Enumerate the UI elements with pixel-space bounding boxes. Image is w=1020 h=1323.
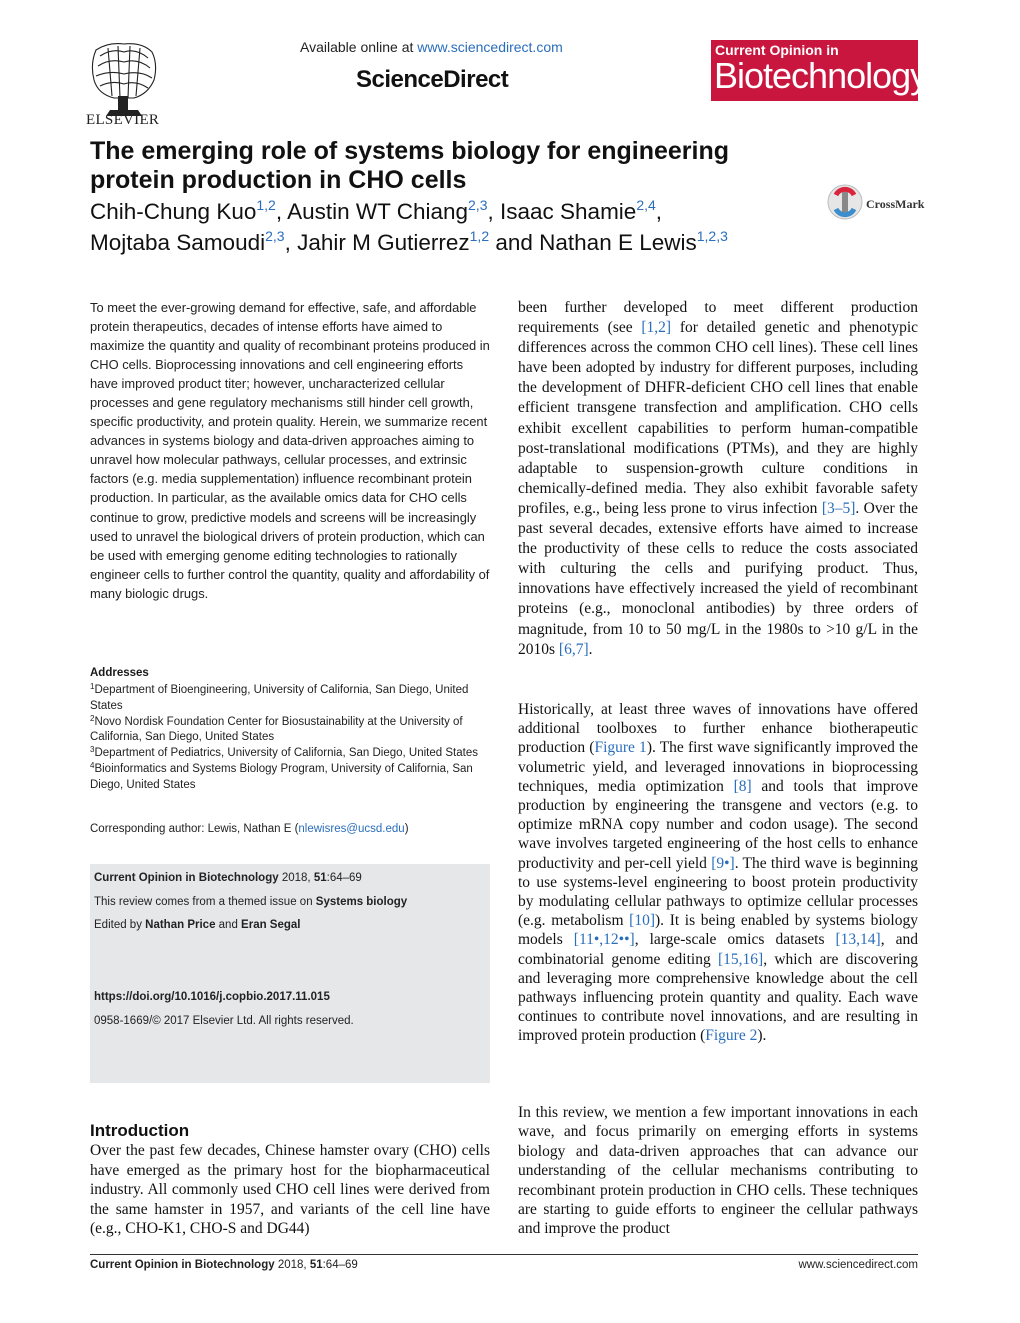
citation-year: 2018, [281, 872, 311, 884]
journal-logo-line2: Biotechnology [714, 55, 928, 96]
body-paragraph-3: In this review, we mention a few important innovations in each wave, and focus primarily on emerging efforts in systems biology and data-driven approaches that can advance our understanding of the cellular mechanisms contributing to recombinant protein production in CHO cells. These techniques are starting to guide efforts to engineer the cellular pathways and improve the product [518, 1104, 918, 1238]
author-name: Austin WT Chiang [287, 199, 469, 224]
address-item [90, 746, 492, 762]
reference-link[interactable]: [3–5] [821, 499, 856, 517]
text-run: . Over the past several decades, extensive efforts have aimed to increase the productivity of these cells to reduce the costs associated with culturing the cells and purifying product. Thus, innovations have effectively increased the yield of recombinant proteins (e.g., monoclonal antibodies) by three orders of magnitude, from 10 to 50 mg/L in the 1980s to >10 g/L in the 2010s [518, 499, 919, 658]
theme-line [94, 896, 407, 908]
author-list [90, 196, 820, 258]
reference-link[interactable]: [15,16] [718, 950, 764, 968]
author-affiliation[interactable]: 1,2 [469, 228, 490, 244]
author-name: Jahir M Gutierrez [297, 230, 470, 255]
author-affiliation[interactable]: 2,4 [636, 197, 656, 213]
address-item [90, 683, 492, 715]
figure-link[interactable]: Figure 2 [705, 1027, 758, 1045]
address-number: 1 [90, 682, 95, 691]
copyright-line: 0958-1669/© 2017 Elsevier Ltd. All rights reserved. [94, 1015, 354, 1027]
platform-logo-text: ScienceDirect [356, 66, 509, 93]
address-text: Novo Nordisk Foundation Center for Biosustainability at the University of California, San Diego, United States [90, 715, 463, 744]
article-title: The emerging role of systems biology for engineering protein production in CHO cells [90, 137, 730, 194]
author-separator: , [655, 199, 663, 224]
available-prefix: Available online at [300, 39, 418, 55]
author-affiliation[interactable]: 2,3 [265, 228, 285, 244]
reference-link[interactable]: [9•] [711, 854, 735, 872]
address-text: Bioinformatics and Systems Biology Program, University of California, San Diego, United States [90, 762, 473, 791]
available-online-line [300, 39, 563, 55]
article-info-box [90, 864, 490, 1083]
citation-line [94, 872, 362, 884]
publisher-wordmark: ELSEVIER [86, 112, 160, 128]
introduction-heading: Introduction [90, 1121, 190, 1140]
address-number: 4 [90, 760, 95, 770]
address-number: 2 [90, 713, 95, 723]
text-run: , which are discovering and leveraging more comprehensive knowledge about the cell pathways influencing protein quantity and quality. Each wave continues to contribute novel innovations, and are resulting in improved protein production ( [518, 950, 918, 1045]
journal-logo-line1: Current Opinion in [715, 42, 839, 58]
footer-journal: Current Opinion in Biotechnology [90, 1259, 275, 1271]
editor-2: Eran Segal [241, 919, 301, 931]
address-item [90, 762, 492, 794]
author-name: Mojtaba Samoudi [90, 230, 266, 255]
doi-link[interactable]: https://doi.org/10.1016/j.copbio.2017.11.015 [94, 991, 330, 1003]
figure-link[interactable]: Figure 1 [594, 739, 647, 757]
introduction-paragraph: Over the past few decades, Chinese hamster ovary (CHO) cells have emerged as the primary host for the biopharmaceutical industry. All commonly used CHO cell lines were derived from the same hamster in 1957, and variants of the cell line have (e.g., CHO-K1, CHO-S and DG44) [90, 1142, 490, 1238]
footer-divider [90, 1254, 918, 1255]
theme-name: Systems biology [315, 896, 408, 908]
editor-1: Nathan Price [145, 919, 216, 931]
addresses-heading: Addresses [90, 667, 149, 679]
theme-prefix: This review comes from a themed issue on [94, 896, 316, 908]
journal-logo [711, 40, 928, 101]
text-run: , and combinatorial genome editing [518, 931, 918, 968]
body-paragraph-1 [518, 298, 918, 660]
editors-line [94, 919, 301, 931]
sciencedirect-link[interactable]: www.sciencedirect.com [417, 39, 563, 55]
address-text: Department of Pediatrics, University of California, San Diego, United States [94, 747, 478, 760]
corresponding-prefix: Corresponding author: Lewis, Nathan E ( [90, 823, 299, 835]
author-separator: , [275, 199, 288, 224]
corresponding-author [90, 823, 409, 835]
text-run: ). The first wave significantly improved the volumetric yield, and leveraged innovations in bioprocessing techniques, media optimization [518, 739, 918, 795]
abstract: To meet the ever-growing demand for effective, safe, and affordable protein therapeutics, decades of intense efforts have aimed to maximize the quantity and quality of recombinant proteins produced in CHO cells. Bioprocessing innovations and cell engineering efforts have improved product titer; however, uncharacterized cellular processes and gene regulatory mechanisms still hinder cell growth, specific productivity, and protein quality. Herein, we summarize recent advances in systems biology and data-driven approaches aiming to unravel how molecular pathways, cellular processes, and extrinsic factors (e.g. media supplementation) influence recombinant protein production. In particular, as the available omics data for CHO cells continue to grow, predictive models and screens will be increasingly used to unravel the biological drivers of protein production, which can be used with emerging genome editing technologies to rationally engineer cells to further control the quantity, quality and affordability of many biologic drugs. [90, 300, 490, 601]
author-separator: and [489, 230, 540, 255]
corresponding-email-link[interactable]: nlewisres@ucsd.edu [298, 823, 405, 835]
text-run: . [588, 640, 593, 658]
author-separator: , [284, 230, 298, 255]
text-run: , large-scale omics datasets [634, 931, 836, 949]
reference-link[interactable]: [13,14] [835, 931, 881, 949]
citation-journal: Current Opinion in Biotechnology [94, 872, 279, 884]
address-text: Department of Bioengineering, University of California, San Diego, United States [90, 684, 469, 712]
author-name: Nathan E Lewis [539, 230, 697, 255]
edited-and: and [215, 919, 242, 931]
text-run: Historically, at least three waves of innovations have offered additional toolboxes to further enhance biotherapeutic production ( [518, 701, 918, 757]
text-run: . The third wave is beginning to use systems-level engineering to boost protein productivity by modulating cellular pathways to optimize cellular processes (e.g. metabolism [518, 854, 918, 930]
author-name: Isaac Shamie [500, 199, 637, 224]
author-separator: , [487, 199, 500, 224]
crossmark-label: CrossMark [866, 197, 925, 211]
corresponding-suffix: ) [404, 823, 409, 835]
addresses-list [90, 683, 492, 794]
citation-pages: :64–69 [326, 872, 362, 884]
footer-year: 2018, [274, 1259, 310, 1271]
author-name: Chih-Chung Kuo [90, 199, 257, 224]
text-run: for detailed genetic and phenotypic differences across the common CHO cell lines). These cell lines have been adopted by industry for different purposes, including the development of DHFR-deficient CHO cell lines that enable efficient transgene transfection and amplification. CHO cells exhibit excellent capabilities to perform human-compatible post-translational modifications (PTMs), and they are highly adaptable to suspension-growth culture conditions in chemically-defined media. They also exhibit favorable safety profiles, e.g., being less prone to virus infection [518, 319, 919, 517]
text-run: and tools that improve production by engineering the transgene and vectors (e.g. to optimize mRNA copy number and codon usage). The second wave involves targeted engineering of the host cells to enhance productivity and per-cell yield [518, 777, 918, 872]
footer-volume: 51 [309, 1259, 323, 1271]
reference-link[interactable]: [8] [733, 777, 752, 795]
reference-link[interactable]: [10] [629, 912, 655, 930]
reference-link[interactable]: [6,7] [558, 640, 589, 658]
text-run: ). It is being enabled by systems biology models [518, 912, 918, 949]
address-item [90, 715, 492, 747]
footer-citation [90, 1259, 358, 1271]
edited-prefix: Edited by [94, 919, 146, 931]
text-run: been further developed to meet different production requirements (see [518, 299, 918, 337]
citation-volume: 51 [313, 872, 327, 884]
reference-link[interactable]: [1,2] [641, 319, 672, 337]
text-run: ). [757, 1027, 767, 1045]
footer-pages: :64–69 [322, 1259, 358, 1271]
reference-link[interactable]: [11•,12••] [573, 931, 635, 949]
address-number: 3 [90, 745, 95, 755]
author-affiliation[interactable]: 1,2,3 [696, 228, 728, 244]
author-affiliation[interactable]: 2,3 [468, 197, 488, 213]
body-paragraph-2 [518, 700, 918, 1046]
author-affiliation[interactable]: 1,2 [256, 197, 276, 213]
footer-url[interactable]: www.sciencedirect.com [798, 1259, 918, 1271]
